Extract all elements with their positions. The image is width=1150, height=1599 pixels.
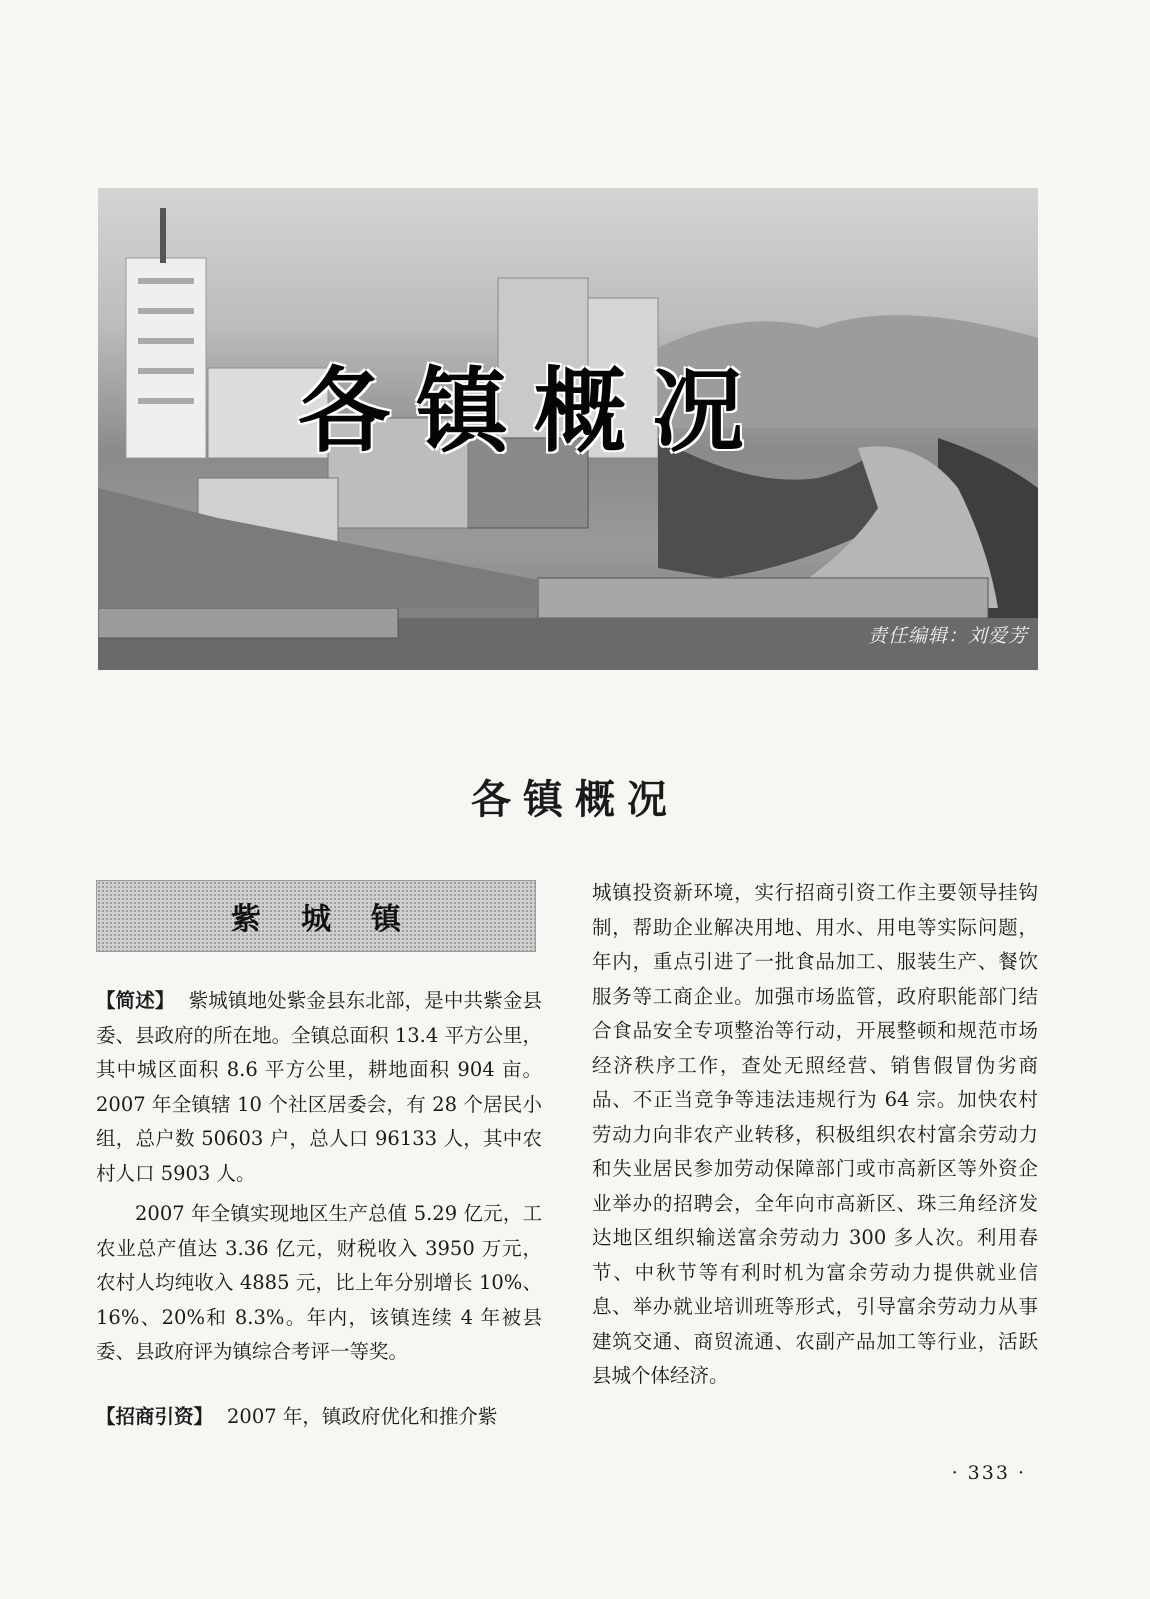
- page-title: 各镇概况: [471, 777, 679, 823]
- left-column: [96, 984, 542, 1434]
- intro-text: 紫城镇地处紫金县东北部，是中共紫金县委、县政府的所在地。全镇总面积 13.4 平方公里，其中城区面积 8.6 平方公里，耕地面积 904 亩。2007 年全镇辖 10 个社区居委会，有 28 个居民小组，总户数 50603 户，总人口 96133 人，其中农村人口 5903 人。: [96, 989, 542, 1185]
- banner-editor-credit: 责任编辑：刘爱芳: [867, 625, 1028, 647]
- section-heading-box: [96, 880, 536, 952]
- economy-paragraph: 2007 年全镇实现地区生产总值 5.29 亿元，工农业总产值达 3.36 亿元，财税收入 3950 万元，农村人均纯收入 4885 元，比上年分别增长 10%、16%、20%和 8.3%。年内，该镇连续 4 年被县委、县政府评为镇综合考评一等奖。: [96, 1202, 542, 1363]
- investment-paragraph: [96, 1400, 542, 1435]
- banner-title: 各镇概况: [298, 358, 771, 465]
- intro-paragraph: [96, 984, 542, 1191]
- page-number: · 333 ·: [951, 1462, 1026, 1484]
- banner-photo: [98, 188, 1038, 670]
- intro-label: 【简述】: [96, 989, 175, 1012]
- investment-label: 【招商引资】: [96, 1404, 214, 1428]
- right-column: [592, 876, 1038, 1394]
- investment-continued-paragraph: 城镇投资新环境，实行招商引资工作主要领导挂钩制，帮助企业解决用地、用水、用电等实际问题，年内，重点引进了一批食品加工、服装生产、餐饮服务等工商企业。加强市场监管，政府职能部门结合食品安全专项整治等行动，开展整顿和规范市场经济秩序工作，查处无照经营、销售假冒伪劣商品、不正当竞争等违法违规行为 64 宗。加快农村劳动力向非农产业转移，积极组织农村富余劳动力和失业居民参加劳动保障部门或市高新区等外资企业举办的招聘会，全年向市高新区、珠三角经济发达地区组织输送富余劳动力 300 多人次。利用春节、中秋节等有利时机为富余劳动力提供就业信息、举办就业培训班等形式，引导富余劳动力从事建筑交通、商贸流通、农副产品加工等行业，活跃县城个体经济。: [592, 881, 1038, 1387]
- investment-text: 2007 年，镇政府优化和推介紫: [227, 1404, 498, 1428]
- town-name-heading: 紫城镇: [231, 902, 441, 937]
